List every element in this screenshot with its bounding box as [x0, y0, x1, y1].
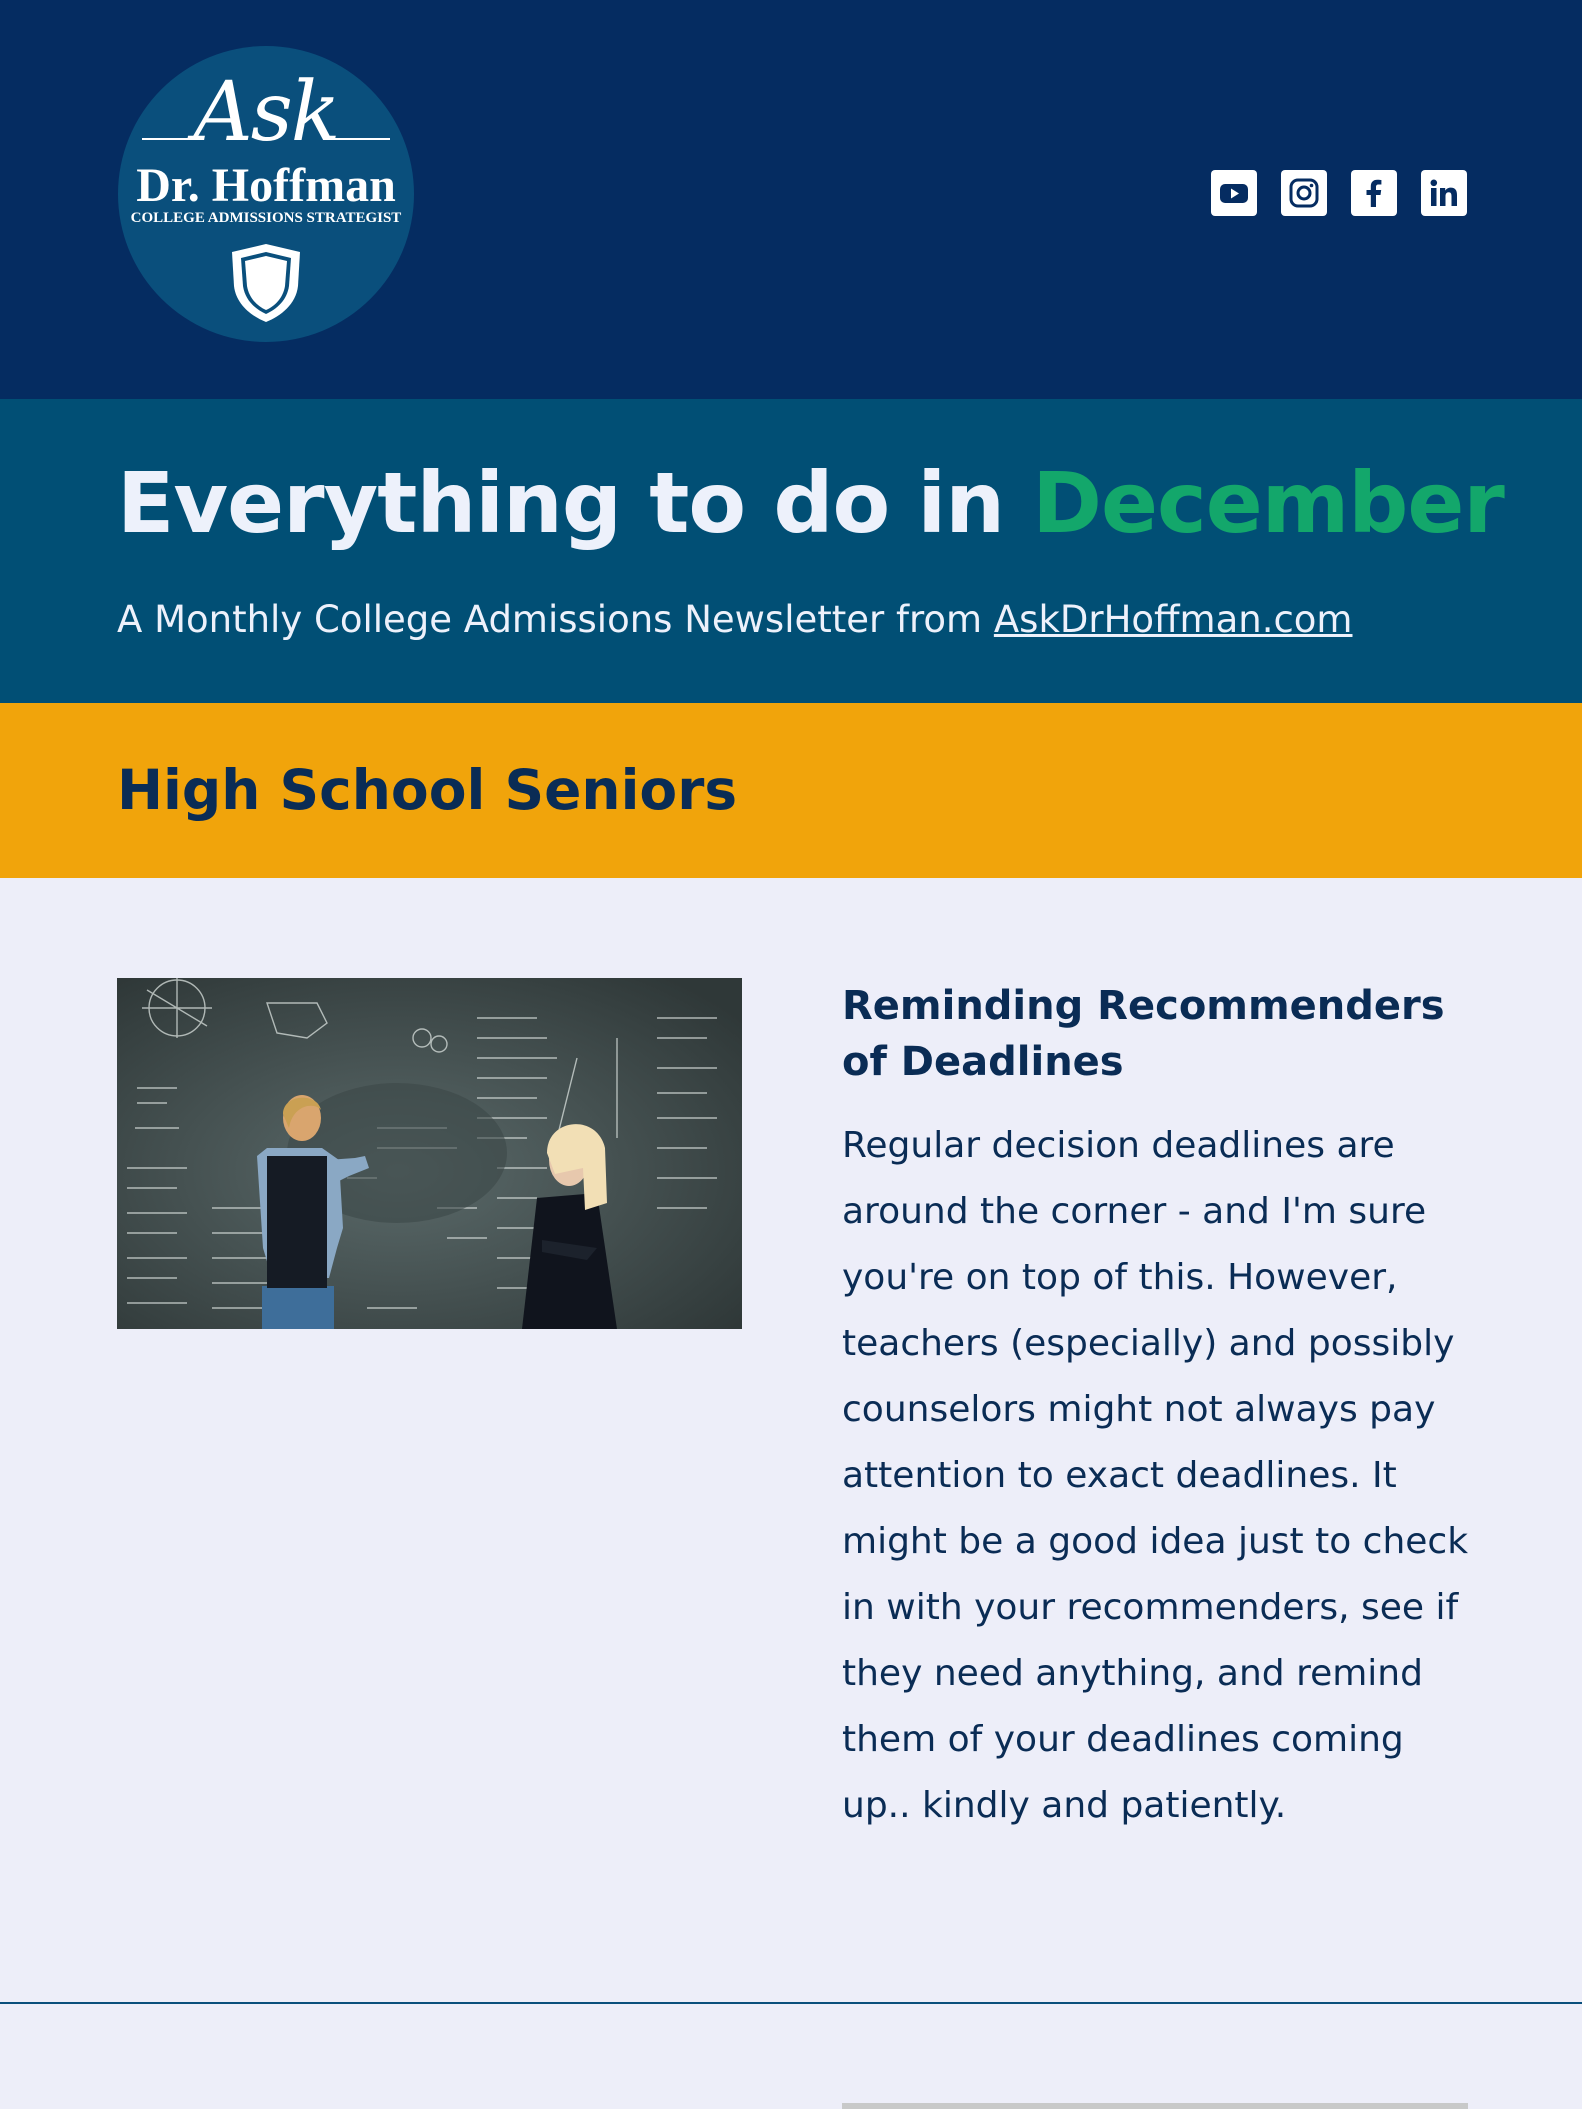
facebook-link[interactable] [1351, 170, 1397, 216]
subtitle-text: A Monthly College Admissions Newsletter from [117, 598, 994, 641]
article-heading: Reminding Recommenders of Deadlines [842, 983, 1445, 1085]
next-article-image [842, 2103, 1468, 2109]
ask-dr-hoffman-logo[interactable] [118, 46, 414, 342]
newsletter-header [0, 0, 1582, 399]
instagram-icon [1287, 176, 1321, 210]
facebook-icon [1357, 176, 1391, 210]
section-divider [0, 2002, 1582, 2004]
section-title: High School Seniors [117, 758, 738, 822]
newsletter-title [117, 448, 1504, 558]
linkedin-icon [1427, 176, 1461, 210]
instagram-link[interactable] [1281, 170, 1327, 216]
website-link[interactable]: AskDrHoffman.com [993, 598, 1353, 641]
youtube-icon [1217, 176, 1251, 210]
shield-icon [229, 242, 303, 324]
logo-name-text: Dr. Hoffman [136, 159, 396, 212]
logo-ask-text: Ask [193, 65, 339, 160]
newsletter-subtitle [117, 594, 1352, 646]
title-month: December [1032, 454, 1504, 552]
logo-tagline: COLLEGE ADMISSIONS STRATEGIST [130, 210, 402, 226]
classroom-chalkboard-photo [117, 978, 742, 1329]
linkedin-link[interactable] [1421, 170, 1467, 216]
article-body: Regular decision deadlines are around the corner - and I'm sure you're on top of this. However, teachers (especially) and possibly counselors might not always pay attention to exact deadlines. It might be a good idea just to check in with your recommenders, see if they need anything, and remind them of your deadlines coming up.. kindly and patiently. [842, 1125, 1469, 1826]
title-prefix: Everything to do in [117, 454, 1033, 552]
youtube-link[interactable] [1211, 170, 1257, 216]
